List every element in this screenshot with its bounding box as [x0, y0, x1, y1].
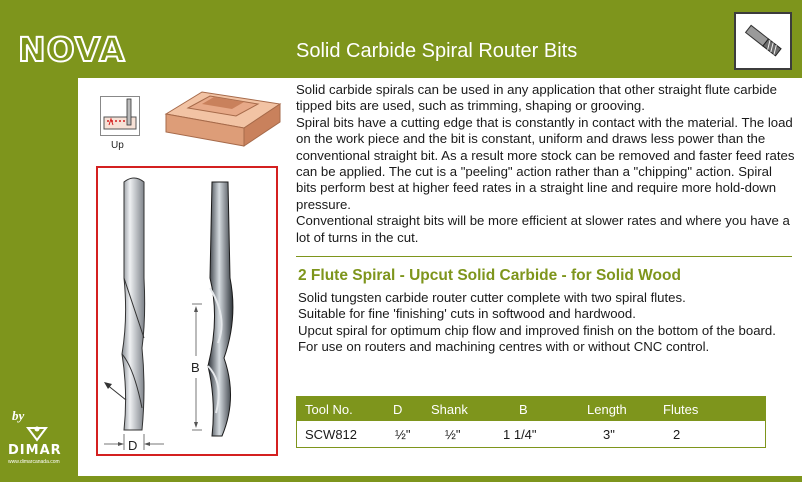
section-paragraph-4: For use on routers and machining centres with or without CNC control. [298, 339, 710, 355]
specs-table [296, 396, 766, 448]
intro-paragraph-1: Solid carbide spirals can be used in any application that other straight flute carbide tipped bits are used, such as trimming, shaping or grooving. [296, 82, 777, 114]
section-paragraph-2: Suitable for fine 'finishing' cuts in softwood and hardwood. [298, 306, 636, 322]
cell-tool-no: SCW812 [305, 426, 358, 442]
upcut-direction-icon [101, 97, 139, 135]
cell-flutes: 2 [673, 426, 681, 442]
dimar-emblem-icon [26, 424, 48, 442]
dimar-url: www.dimarcanada.com [8, 459, 60, 465]
intro-paragraph-2: Spiral bits have a cutting edge that is constantly in contact with the material. The load on the work piece and the bit is constant, uniform and draws less power than the conventional straight bit. As a result more stock can be removed and faster feed rates can be applied. The cut is a "peeling" action rather than a "chipping" action. Spiral bits perform best at higher feed rates in a straight line and require more hold-down pressure. [296, 114, 795, 212]
col-header-d: D [393, 401, 403, 417]
section-title: 2 Flute Spiral - Upcut Solid Carbide - for Solid Wood [298, 267, 681, 284]
dimension-d-label: D [128, 438, 138, 453]
nova-logo: NOVA [18, 30, 126, 69]
router-bit-thumbnail-icon [736, 14, 790, 68]
grooved-wood-block-image [162, 86, 284, 150]
cell-d: ½" [395, 426, 411, 442]
table-header-row [297, 397, 765, 421]
cell-b: 1 1/4" [503, 426, 537, 442]
page-title: Solid Carbide Spiral Router Bits [296, 40, 578, 62]
section-paragraph-3: Upcut spiral for optimum chip flow and improved finish on the bottom of the board. [298, 322, 776, 338]
col-header-flutes: Flutes [663, 401, 699, 417]
table-row [297, 421, 765, 447]
section-description [298, 290, 794, 356]
intro-paragraph-3: Conventional straight bits will be more efficient at slower rates and where you have a lot of turns in the cut. [296, 213, 790, 245]
intro-description [296, 82, 796, 246]
section-paragraph-1: Solid tungsten carbide router cutter complete with two spiral flutes. [298, 290, 686, 305]
dimar-logo: DIMAR [8, 443, 62, 458]
bottom-border [0, 476, 802, 482]
by-label: by [12, 408, 25, 423]
section-divider [296, 256, 792, 257]
cell-length: 3" [603, 426, 615, 442]
upcut-diagram [100, 96, 140, 136]
header-band [0, 0, 802, 78]
col-header-tool-no: Tool No. [305, 401, 353, 417]
col-header-length: Length [587, 401, 627, 417]
dimension-b-label: B [191, 360, 200, 375]
upcut-label: Up [111, 140, 124, 151]
col-header-shank: Shank [431, 401, 468, 417]
bit-drawing-frame [96, 166, 278, 456]
router-bit-drawing [98, 168, 276, 454]
product-thumbnail[interactable] [734, 12, 792, 70]
cell-shank: ½" [445, 426, 461, 442]
col-header-b: B [519, 401, 528, 417]
